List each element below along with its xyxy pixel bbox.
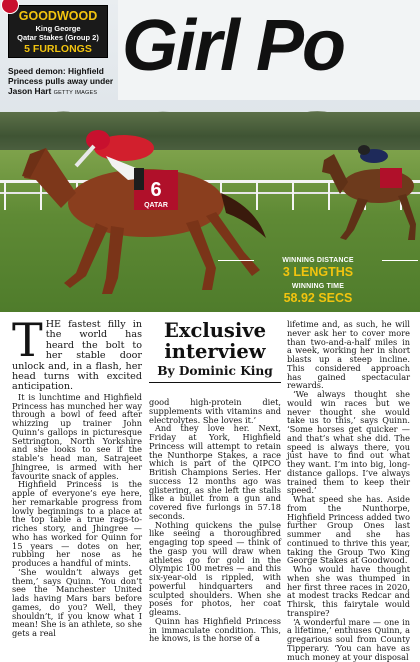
winning-time-value: 58.92 SECS xyxy=(283,291,353,305)
winning-distance-label: WINNING DISTANCE xyxy=(282,257,354,264)
photo-caption xyxy=(8,66,118,99)
race-stats xyxy=(218,256,418,305)
headline-kicker: Exclusive interview xyxy=(163,319,267,363)
article-paragraph: Quinn has Highfield Princess in immaculate condition. This, he knows, is the horse of a xyxy=(149,615,281,644)
article-paragraph: Highfield Princess is the apple of everyone’s eye here, her remarkable progress from lowly beginnings to a place at the top table a true rags-to-riches story, and Jhingree — who has worked for Quinn for 15 years — dotes on her, rubbing her nose as he produces a handful of mints. xyxy=(12,479,142,569)
article-paragraph: Nothing quickens the pulse like seeing a thoroughbred engaging top speed — think of the gasp you will draw when athletes go for gold in the Olympic 100 metres — and this six-year-old is rippled, with powerful hindquarters and sculpted shoulders. When she poses for photos, her coat gleams. xyxy=(149,519,281,617)
race-info-box xyxy=(8,5,108,58)
article-column-2 xyxy=(149,398,281,643)
photo-credit: GETTY IMAGES xyxy=(53,90,98,97)
winning-time-label: WINNING TIME xyxy=(291,283,345,290)
chasing-horse-illustration xyxy=(318,138,420,248)
article-paragraph: ‘We always thought she would win races but we never thought she would take us to this,’ says Quinn. ‘Some horses get quicker — and that’s what she did. The speed is always there, you just have to find out what they want. I’m into big, long-distance gallops. I’ve always trained them to keep their speed.’ xyxy=(287,389,410,496)
article-paragraph: Who would have thought when she was thumped in her first three races in 2020, at modest tracks Redcar and Thirsk, this fairytale would transpire? xyxy=(287,564,410,618)
article-paragraph: ‘She wouldn’t always get them,’ says Quinn. ‘You don’t see the Manchester United lads having Mars bars before games, do you? Well, they shouldn’t, if you know what I mean! She is an athlete, so she gets a real xyxy=(12,566,142,639)
article-paragraph: lifetime and, as such, he will never ask her to cover more than two-and-a-half miles in a week, working her in short blasts up a steep incline. This considered approach has gained spectacular rewards. xyxy=(287,319,410,391)
saddle-cloth-sponsor: QATAR xyxy=(144,202,168,209)
article-column-1 xyxy=(12,313,142,639)
race-venue: GOODWOOD xyxy=(18,9,98,23)
article-intro-text: HE fastest filly in the world has heard the bolt to her stable door unlock and, in a flash, her head turns with excited anticipation. xyxy=(12,319,142,393)
stat-divider-left xyxy=(218,260,254,261)
article-paragraph: And they love her. Next, Friday at York, Highfield Princess will attempt to retain the Nunthorpe Stakes, a race which is part of the QIPCO British Champions Series. Her success 12 months ago was glistering, as she left the stalls like a bullet from a gun and covered five furlongs in 57.18 seconds. xyxy=(149,423,281,521)
article-paragraph: It is lunchtime and Highfield Princess has munched her way through a bowl of feed after whizzing up trainer John Quinn’s gallops in picturesque Settrington, North Yorkshire and she looks to see if the stable’s head man, Satrajeet Jhingree, is armed with her favourite snack of apples. xyxy=(12,391,142,481)
article-body xyxy=(12,313,410,662)
article-column-3 xyxy=(287,320,410,661)
article-intro xyxy=(12,313,142,393)
race-name-line2: Qatar Stakes (Group 2) xyxy=(17,33,99,42)
winning-distance-value: 3 LENGTHS xyxy=(282,265,354,279)
headline-block xyxy=(149,320,281,383)
page-masthead: Girl Po xyxy=(122,6,345,86)
photo-caption-text: Speed demon: Highfield Princess pulls away under Jason Hart xyxy=(8,66,114,97)
race-distance: 5 FURLONGS xyxy=(24,43,92,55)
race-photo xyxy=(0,0,420,312)
drop-cap: T xyxy=(12,313,43,367)
race-name-line1: King George xyxy=(35,24,81,33)
article-paragraph: ‘A wonderful mare — one in a lifetime,’ enthuses Quinn, a gregarious soul from County Tipperary. ‘You can have as much money at your disposal xyxy=(287,616,410,662)
byline: By Dominic King xyxy=(157,364,273,378)
stat-divider-right xyxy=(382,260,418,261)
saddle-cloth-number: 6 xyxy=(150,179,162,201)
article-paragraph: What speed she has. Aside from the Nunthorpe, Highfield Princess added two further Group Ones last summer and she has continued to thrive this year, taking the Group Two King George Stakes at Goodwood. xyxy=(287,494,410,566)
headline-rule xyxy=(149,382,281,383)
article-paragraph: good high-protein diet, supplements with vitamins and electrolytes. She loves it.’ xyxy=(149,397,281,425)
